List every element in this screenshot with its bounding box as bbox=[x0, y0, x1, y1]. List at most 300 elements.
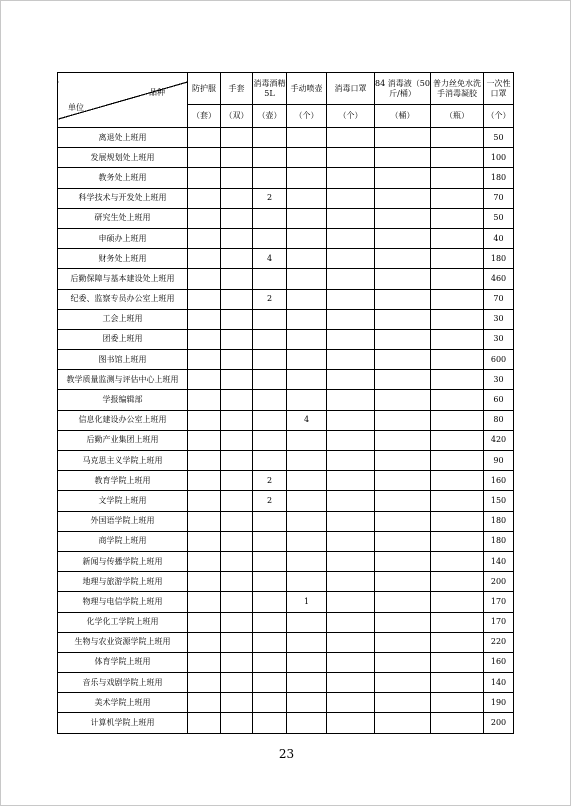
table-row bbox=[58, 531, 514, 551]
table-cell bbox=[375, 713, 431, 733]
table-row bbox=[58, 269, 514, 289]
table-cell bbox=[221, 269, 253, 289]
table-cell bbox=[287, 632, 327, 652]
table-cell bbox=[221, 309, 253, 329]
table-cell bbox=[327, 693, 375, 713]
table-cell bbox=[188, 572, 221, 592]
row-unit-name: 物理与电信学院上班用 bbox=[58, 592, 188, 612]
table-cell bbox=[327, 228, 375, 248]
table-cell bbox=[375, 329, 431, 349]
table-cell bbox=[327, 309, 375, 329]
table-cell bbox=[431, 309, 484, 329]
table-row bbox=[58, 249, 514, 269]
table-cell bbox=[188, 289, 221, 309]
table-cell bbox=[327, 208, 375, 228]
table-cell bbox=[375, 269, 431, 289]
table-cell bbox=[221, 430, 253, 450]
table-cell bbox=[375, 693, 431, 713]
table-cell bbox=[375, 451, 431, 471]
table-cell: 30 bbox=[484, 370, 514, 390]
table-cell bbox=[375, 128, 431, 148]
table-cell bbox=[221, 148, 253, 168]
table-cell bbox=[327, 329, 375, 349]
table-cell bbox=[188, 410, 221, 430]
column-header-unit: （瓶） bbox=[431, 105, 484, 128]
table-cell: 50 bbox=[484, 208, 514, 228]
column-header-unit: （个） bbox=[287, 105, 327, 128]
table-cell bbox=[253, 390, 287, 410]
table-cell: 190 bbox=[484, 693, 514, 713]
table-cell bbox=[287, 168, 327, 188]
table-cell bbox=[221, 370, 253, 390]
table-cell bbox=[375, 511, 431, 531]
row-unit-name: 音乐与戏剧学院上班用 bbox=[58, 673, 188, 693]
table-cell bbox=[327, 572, 375, 592]
table-cell bbox=[431, 673, 484, 693]
table-cell bbox=[221, 612, 253, 632]
table-cell bbox=[327, 128, 375, 148]
column-header-name: 手动喷壶 bbox=[287, 73, 327, 105]
table-cell bbox=[188, 531, 221, 551]
table-cell bbox=[221, 289, 253, 309]
column-header-unit: （双） bbox=[221, 105, 253, 128]
table-cell: 200 bbox=[484, 572, 514, 592]
table-cell: 420 bbox=[484, 430, 514, 450]
table-cell bbox=[287, 430, 327, 450]
table-cell bbox=[253, 228, 287, 248]
table-cell bbox=[253, 309, 287, 329]
row-unit-name: 学报编辑部 bbox=[58, 390, 188, 410]
table-cell bbox=[431, 652, 484, 672]
table-cell bbox=[431, 551, 484, 571]
table-cell bbox=[188, 148, 221, 168]
column-header-name: 消毒酒精 5L bbox=[253, 73, 287, 105]
table-cell bbox=[188, 269, 221, 289]
table-cell bbox=[431, 390, 484, 410]
table-cell bbox=[375, 410, 431, 430]
table-cell bbox=[221, 168, 253, 188]
row-unit-name: 文学院上班用 bbox=[58, 491, 188, 511]
table-cell bbox=[375, 652, 431, 672]
table-row bbox=[58, 188, 514, 208]
table-cell: 460 bbox=[484, 269, 514, 289]
table-cell bbox=[287, 309, 327, 329]
table-cell bbox=[221, 511, 253, 531]
table-cell bbox=[188, 430, 221, 450]
table-cell bbox=[431, 410, 484, 430]
table-cell bbox=[188, 249, 221, 269]
column-header-name: 普力丝免水洗手消毒凝胶 bbox=[431, 73, 484, 105]
table-row bbox=[58, 511, 514, 531]
table-cell bbox=[253, 370, 287, 390]
table-cell bbox=[327, 531, 375, 551]
table-cell bbox=[375, 592, 431, 612]
table-cell bbox=[221, 471, 253, 491]
table-cell bbox=[221, 673, 253, 693]
table-cell bbox=[253, 592, 287, 612]
table-cell bbox=[253, 693, 287, 713]
table-cell bbox=[431, 592, 484, 612]
table-cell bbox=[431, 491, 484, 511]
table-cell bbox=[375, 551, 431, 571]
table-cell bbox=[287, 572, 327, 592]
table-cell bbox=[431, 471, 484, 491]
table-cell bbox=[188, 673, 221, 693]
header-corner-cell bbox=[58, 73, 188, 128]
row-unit-name: 马克思主义学院上班用 bbox=[58, 451, 188, 471]
table-row bbox=[58, 329, 514, 349]
table-cell bbox=[188, 652, 221, 672]
table-cell bbox=[375, 430, 431, 450]
table-row bbox=[58, 693, 514, 713]
table-cell bbox=[287, 531, 327, 551]
table-row bbox=[58, 592, 514, 612]
table-cell bbox=[287, 249, 327, 269]
table-cell bbox=[188, 188, 221, 208]
table-cell bbox=[431, 430, 484, 450]
row-unit-name: 财务处上班用 bbox=[58, 249, 188, 269]
table-cell bbox=[221, 128, 253, 148]
table-cell bbox=[188, 551, 221, 571]
table-cell: 160 bbox=[484, 652, 514, 672]
column-header-unit: （套） bbox=[188, 105, 221, 128]
row-unit-name: 图书馆上班用 bbox=[58, 350, 188, 370]
table-row bbox=[58, 471, 514, 491]
table-cell: 30 bbox=[484, 329, 514, 349]
row-unit-name: 发展规划处上班用 bbox=[58, 148, 188, 168]
table-row bbox=[58, 228, 514, 248]
row-unit-name: 工会上班用 bbox=[58, 309, 188, 329]
table-row bbox=[58, 128, 514, 148]
table-cell: 70 bbox=[484, 289, 514, 309]
table-row bbox=[58, 309, 514, 329]
table-cell bbox=[253, 572, 287, 592]
row-unit-name: 离退处上班用 bbox=[58, 128, 188, 148]
table-cell bbox=[431, 572, 484, 592]
table-cell bbox=[188, 390, 221, 410]
table-cell bbox=[431, 128, 484, 148]
row-unit-name: 外国语学院上班用 bbox=[58, 511, 188, 531]
table-cell: 2 bbox=[253, 188, 287, 208]
table-row bbox=[58, 551, 514, 571]
table-cell bbox=[287, 289, 327, 309]
table-cell bbox=[375, 309, 431, 329]
table-cell: 60 bbox=[484, 390, 514, 410]
table-cell bbox=[253, 652, 287, 672]
table-cell bbox=[375, 531, 431, 551]
table-cell bbox=[188, 471, 221, 491]
row-unit-name: 生物与农业资源学院上班用 bbox=[58, 632, 188, 652]
header-row-names bbox=[58, 73, 514, 105]
table-cell bbox=[221, 491, 253, 511]
table-cell bbox=[188, 228, 221, 248]
table-cell bbox=[375, 390, 431, 410]
table-cell: 1 bbox=[287, 592, 327, 612]
table-row bbox=[58, 148, 514, 168]
table-cell: 90 bbox=[484, 451, 514, 471]
table-cell bbox=[375, 491, 431, 511]
table-cell bbox=[188, 350, 221, 370]
table-cell bbox=[188, 632, 221, 652]
table-cell bbox=[253, 208, 287, 228]
table-cell bbox=[431, 370, 484, 390]
table-cell bbox=[188, 592, 221, 612]
table-cell bbox=[431, 269, 484, 289]
table-cell bbox=[253, 410, 287, 430]
table-cell bbox=[375, 249, 431, 269]
table-cell bbox=[287, 269, 327, 289]
table-cell bbox=[327, 713, 375, 733]
row-unit-name: 商学院上班用 bbox=[58, 531, 188, 551]
table-cell bbox=[431, 208, 484, 228]
table-cell bbox=[287, 693, 327, 713]
row-unit-name: 体育学院上班用 bbox=[58, 652, 188, 672]
table-cell: 180 bbox=[484, 249, 514, 269]
table-cell bbox=[431, 249, 484, 269]
table-cell: 140 bbox=[484, 673, 514, 693]
table-cell bbox=[287, 612, 327, 632]
table-cell: 40 bbox=[484, 228, 514, 248]
table-cell bbox=[431, 713, 484, 733]
row-unit-name: 后勤产业集团上班用 bbox=[58, 430, 188, 450]
table-cell bbox=[221, 329, 253, 349]
table-cell bbox=[327, 410, 375, 430]
table-cell bbox=[221, 572, 253, 592]
table-cell: 170 bbox=[484, 612, 514, 632]
table-cell: 70 bbox=[484, 188, 514, 208]
table-cell: 180 bbox=[484, 168, 514, 188]
table-cell bbox=[431, 148, 484, 168]
table-cell bbox=[327, 148, 375, 168]
table-cell bbox=[375, 208, 431, 228]
table-cell bbox=[221, 551, 253, 571]
table-cell bbox=[327, 592, 375, 612]
table-cell bbox=[431, 188, 484, 208]
table-cell bbox=[375, 289, 431, 309]
table-cell bbox=[287, 652, 327, 672]
row-unit-name: 计算机学院上班用 bbox=[58, 713, 188, 733]
row-unit-name: 教育学院上班用 bbox=[58, 471, 188, 491]
table-cell bbox=[375, 673, 431, 693]
table-row bbox=[58, 289, 514, 309]
table-row bbox=[58, 572, 514, 592]
table-cell bbox=[221, 632, 253, 652]
table-cell: 600 bbox=[484, 350, 514, 370]
page-number: 23 bbox=[278, 747, 295, 761]
table-cell bbox=[431, 531, 484, 551]
table-row bbox=[58, 632, 514, 652]
table-cell bbox=[327, 350, 375, 370]
table-cell bbox=[287, 128, 327, 148]
row-unit-name: 研究生处上班用 bbox=[58, 208, 188, 228]
table-cell: 220 bbox=[484, 632, 514, 652]
table-cell bbox=[375, 632, 431, 652]
table-cell bbox=[287, 551, 327, 571]
table-cell bbox=[431, 511, 484, 531]
column-header-name: 一次性口罩 bbox=[484, 73, 514, 105]
table-cell bbox=[221, 592, 253, 612]
supplies-table bbox=[57, 72, 514, 734]
table-cell bbox=[253, 128, 287, 148]
column-header-name: 84 消毒液（50 斤/桶） bbox=[375, 73, 431, 105]
table-cell bbox=[287, 188, 327, 208]
table-cell bbox=[221, 531, 253, 551]
table-cell bbox=[188, 370, 221, 390]
table-cell: 4 bbox=[287, 410, 327, 430]
table-row bbox=[58, 652, 514, 672]
table-cell bbox=[431, 632, 484, 652]
table-cell bbox=[327, 430, 375, 450]
table-cell bbox=[253, 531, 287, 551]
corner-item-label: 品种 bbox=[149, 88, 165, 97]
table-cell bbox=[221, 652, 253, 672]
table-cell bbox=[188, 168, 221, 188]
table-cell bbox=[221, 228, 253, 248]
table-row bbox=[58, 390, 514, 410]
table-cell bbox=[253, 612, 287, 632]
row-unit-name: 化学化工学院上班用 bbox=[58, 612, 188, 632]
table-cell bbox=[327, 632, 375, 652]
table-cell: 100 bbox=[484, 148, 514, 168]
row-unit-name: 申硕办上班用 bbox=[58, 228, 188, 248]
table-cell bbox=[327, 673, 375, 693]
table-cell bbox=[188, 713, 221, 733]
table-row bbox=[58, 168, 514, 188]
table-cell bbox=[375, 168, 431, 188]
row-unit-name: 团委上班用 bbox=[58, 329, 188, 349]
column-header-name: 消毒口罩 bbox=[327, 73, 375, 105]
row-unit-name: 美术学院上班用 bbox=[58, 693, 188, 713]
table-cell bbox=[253, 632, 287, 652]
table-cell bbox=[287, 370, 327, 390]
table-cell bbox=[375, 148, 431, 168]
table-cell bbox=[327, 168, 375, 188]
table-cell bbox=[375, 228, 431, 248]
table-cell bbox=[375, 350, 431, 370]
table-cell bbox=[253, 673, 287, 693]
table-cell bbox=[287, 390, 327, 410]
table-cell bbox=[287, 208, 327, 228]
table-cell bbox=[188, 451, 221, 471]
table-cell bbox=[253, 148, 287, 168]
table-cell bbox=[375, 572, 431, 592]
table-cell bbox=[327, 652, 375, 672]
table-cell bbox=[327, 471, 375, 491]
table-cell: 2 bbox=[253, 289, 287, 309]
table-cell bbox=[287, 511, 327, 531]
table-cell: 170 bbox=[484, 592, 514, 612]
table-row bbox=[58, 430, 514, 450]
table-cell bbox=[431, 228, 484, 248]
table-cell bbox=[253, 350, 287, 370]
table-cell bbox=[327, 249, 375, 269]
table-cell bbox=[287, 491, 327, 511]
table-cell bbox=[431, 693, 484, 713]
table-cell bbox=[253, 168, 287, 188]
row-unit-name: 教务处上班用 bbox=[58, 168, 188, 188]
table-cell bbox=[188, 511, 221, 531]
table-cell bbox=[188, 491, 221, 511]
table-row bbox=[58, 208, 514, 228]
table-cell bbox=[253, 713, 287, 733]
table-cell bbox=[221, 350, 253, 370]
table-cell bbox=[327, 451, 375, 471]
table-cell bbox=[221, 208, 253, 228]
column-header-unit: （壶） bbox=[253, 105, 287, 128]
table-cell bbox=[188, 309, 221, 329]
table-row bbox=[58, 410, 514, 430]
table-cell bbox=[375, 612, 431, 632]
row-unit-name: 新闻与传播学院上班用 bbox=[58, 551, 188, 571]
table-cell bbox=[221, 410, 253, 430]
column-header-unit: （桶） bbox=[375, 105, 431, 128]
table-cell bbox=[188, 612, 221, 632]
table-cell bbox=[221, 188, 253, 208]
table-cell bbox=[287, 329, 327, 349]
table-row bbox=[58, 370, 514, 390]
table-cell bbox=[221, 451, 253, 471]
table-cell bbox=[253, 451, 287, 471]
table-cell bbox=[327, 289, 375, 309]
row-unit-name: 后勤保障与基本建设处上班用 bbox=[58, 269, 188, 289]
table-cell: 140 bbox=[484, 551, 514, 571]
row-unit-name: 地理与旅游学院上班用 bbox=[58, 572, 188, 592]
table-cell bbox=[221, 693, 253, 713]
table-cell bbox=[431, 329, 484, 349]
table-cell bbox=[253, 511, 287, 531]
table-cell bbox=[221, 713, 253, 733]
table-cell bbox=[375, 188, 431, 208]
table-cell bbox=[188, 329, 221, 349]
table-cell bbox=[431, 289, 484, 309]
table-cell bbox=[431, 612, 484, 632]
column-header-name: 手套 bbox=[221, 73, 253, 105]
table-row bbox=[58, 451, 514, 471]
table-body bbox=[58, 128, 514, 734]
table-cell: 30 bbox=[484, 309, 514, 329]
corner-unit-label: 单位 bbox=[68, 103, 84, 112]
table-cell bbox=[327, 491, 375, 511]
table-cell bbox=[221, 249, 253, 269]
table-row bbox=[58, 612, 514, 632]
table-cell: 50 bbox=[484, 128, 514, 148]
table-cell bbox=[327, 269, 375, 289]
table-cell bbox=[287, 148, 327, 168]
table-cell bbox=[327, 551, 375, 571]
column-header-name: 防护服 bbox=[188, 73, 221, 105]
table-cell bbox=[188, 208, 221, 228]
table-cell bbox=[253, 430, 287, 450]
table-cell bbox=[431, 168, 484, 188]
table-cell bbox=[287, 228, 327, 248]
table-cell bbox=[253, 329, 287, 349]
table-cell bbox=[253, 269, 287, 289]
table-cell bbox=[431, 451, 484, 471]
row-unit-name: 纪委、监察专员办公室上班用 bbox=[58, 289, 188, 309]
row-unit-name: 科学技术与开发处上班用 bbox=[58, 188, 188, 208]
table-cell bbox=[327, 370, 375, 390]
table-cell bbox=[188, 128, 221, 148]
table-cell bbox=[327, 188, 375, 208]
table-cell bbox=[327, 612, 375, 632]
row-unit-name: 信息化建设办公室上班用 bbox=[58, 410, 188, 430]
table-cell bbox=[287, 713, 327, 733]
table-cell bbox=[327, 390, 375, 410]
table-cell bbox=[188, 693, 221, 713]
table-cell bbox=[327, 511, 375, 531]
table-cell: 200 bbox=[484, 713, 514, 733]
table-row bbox=[58, 673, 514, 693]
